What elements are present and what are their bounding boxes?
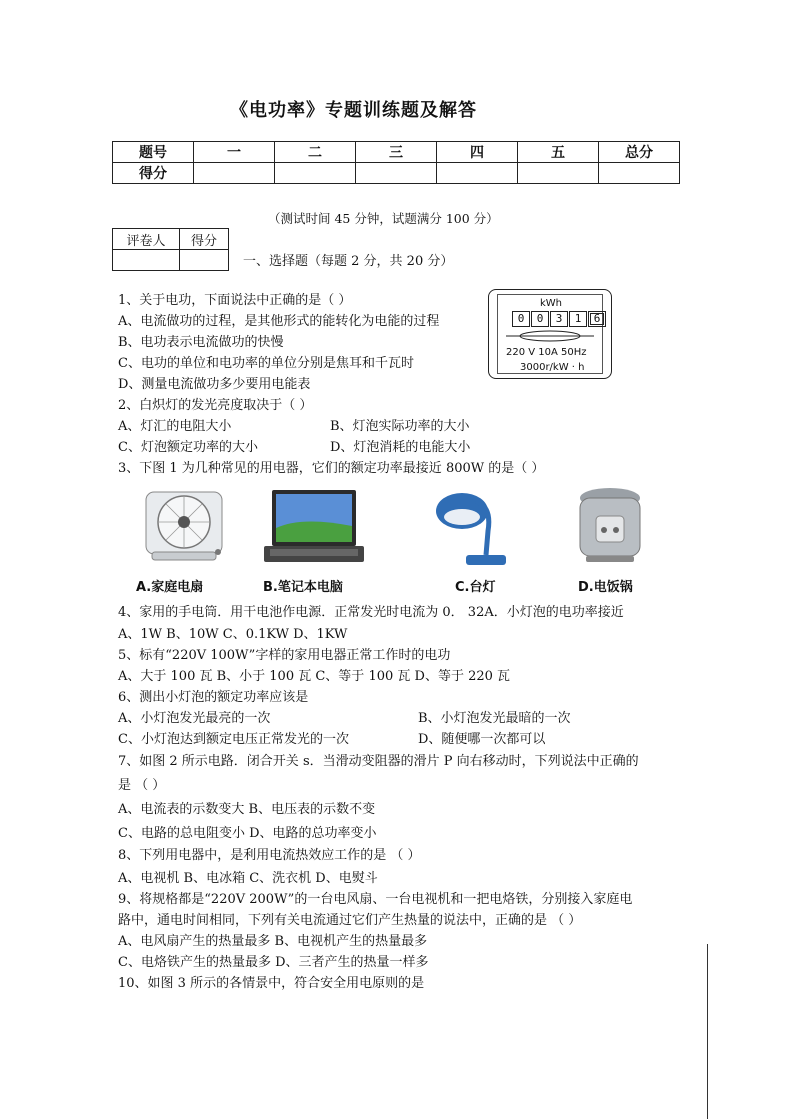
option-text: A、电流做功的过程，是其他形式的能转化为电能的过程 — [118, 314, 440, 329]
meter-digit: 1 — [569, 311, 587, 327]
score-header-cell: 三 — [356, 142, 437, 163]
section-heading: 一、选择题（每题 2 分，共 20 分） — [243, 254, 454, 269]
meter-rate: 3000r/kW · h — [520, 362, 585, 373]
option-text: C、电功的单位和电功率的单位分别是焦耳和千瓦时 — [118, 356, 414, 371]
meter-digit: 0 — [531, 311, 549, 327]
page-title: 《电功率》专题训练题及解答 — [230, 100, 477, 121]
score-header-cell: 二 — [275, 142, 356, 163]
meter-digit: 3 — [550, 311, 568, 327]
score-table-header-row — [113, 142, 680, 163]
score-cell — [518, 163, 599, 184]
fan-image — [138, 488, 230, 564]
option-text: C、灯泡额定功率的大小 — [118, 440, 258, 455]
meter-disc-icon — [506, 329, 594, 343]
question-text: 5、标有“220V 100W”字样的家用电器正常工作时的电功 — [118, 648, 451, 663]
score-cell — [275, 163, 356, 184]
option-text: A、1W B、10W C、0.1KW D、1KW — [118, 627, 348, 642]
option-text: A、小灯泡发光最亮的一次 — [118, 711, 271, 726]
option-text: B、灯泡实际功率的大小 — [330, 419, 470, 434]
score-row-label: 得分 — [113, 163, 194, 184]
margin-rule — [707, 944, 708, 1119]
score-cell — [437, 163, 518, 184]
meter-panel — [497, 294, 603, 374]
question-text: 1、关于电功，下面说法中正确的是（ ） — [118, 293, 352, 308]
meter-digit: 6 — [588, 311, 606, 327]
question-text: 4、家用的手电筒．用干电池作电源．正常发光时电流为 0． 32A．小灯泡的电功率接近 — [118, 605, 624, 620]
meter-specs: 220 V 10A 50Hz — [506, 347, 587, 358]
grader-cell — [180, 250, 229, 271]
meter-digits — [512, 311, 607, 327]
test-info: （测试时间 45 分钟，试题满分 100 分） — [268, 211, 499, 226]
question-text: 是 （ ） — [118, 778, 166, 793]
option-text: D、灯泡消耗的电能大小 — [330, 440, 471, 455]
desk-lamp-image — [432, 483, 512, 573]
caption-laptop: B.笔记本电脑 — [263, 580, 343, 595]
meter-digit: 0 — [512, 311, 530, 327]
question-text: 路中，通电时间相同，下列有关电流通过它们产生热量的说法中，正确的是 （ ） — [118, 913, 582, 928]
grader-table — [112, 228, 229, 271]
option-text: B、电功表示电流做功的快慢 — [118, 335, 284, 350]
option-text: A、电视机 B、电冰箱 C、洗衣机 D、电熨斗 — [118, 871, 378, 886]
option-text: C、电烙铁产生的热量最多 D、三者产生的热量一样多 — [118, 955, 429, 970]
score-header-cell: 总分 — [599, 142, 680, 163]
meter-unit: kWh — [540, 298, 563, 309]
question-text: 7、如图 2 所示电路．闭合开关 s．当滑动变阻器的滑片 P 向右移动时，下列说法中正确的 — [118, 754, 639, 769]
option-text: A、电风扇产生的热量最多 B、电视机产生的热量最多 — [118, 934, 428, 949]
option-text: A、灯汇的电阻大小 — [118, 419, 232, 434]
option-text: C、电路的总电阻变小 D、电路的总功率变小 — [118, 826, 377, 841]
option-text: A、电流表的示数变大 B、电压表的示数不变 — [118, 802, 376, 817]
grader-cell — [113, 250, 180, 271]
caption-fan: A.家庭电扇 — [136, 580, 204, 595]
option-text: C、小灯泡达到额定电压正常发光的一次 — [118, 732, 349, 747]
score-header-cell: 四 — [437, 142, 518, 163]
question-text: 8、下列用电器中，是利用电流热效应工作的是 （ ） — [118, 848, 421, 863]
score-header-cell: 五 — [518, 142, 599, 163]
option-text: A、大于 100 瓦 B、小于 100 瓦 C、等于 100 瓦 D、等于 220 瓦 — [118, 669, 511, 684]
grader-label: 评卷人 — [113, 229, 180, 250]
score-table — [112, 141, 680, 184]
question-text: 6、测出小灯泡的额定功率应该是 — [118, 690, 309, 705]
score-header-cell: 题号 — [113, 142, 194, 163]
question-text: 2、白炽灯的发光亮度取决于（ ） — [118, 398, 313, 413]
caption-lamp: C.台灯 — [455, 580, 496, 595]
option-text: D、测量电流做功多少要用电能表 — [118, 377, 311, 392]
electricity-meter-figure — [488, 289, 612, 379]
question-text: 10、如图 3 所示的各情景中，符合安全用电原则的是 — [118, 976, 425, 991]
score-cell — [356, 163, 437, 184]
laptop-image — [262, 488, 366, 568]
question-text: 9、将规格都是“220V 200W”的一台电风扇、一台电视机和一把电烙铁，分别接入家庭电 — [118, 892, 633, 907]
option-text: D、随便哪一次都可以 — [418, 732, 546, 747]
score-header-cell: 一 — [194, 142, 275, 163]
rice-cooker-image — [574, 486, 648, 568]
score-cell — [599, 163, 680, 184]
score-table-score-row — [113, 163, 680, 184]
score-cell — [194, 163, 275, 184]
question-text: 3、下图 1 为几种常见的用电器，它们的额定功率最接近 800W 的是（ ） — [118, 461, 545, 476]
grader-score-label: 得分 — [180, 229, 229, 250]
caption-rice-cooker: D.电饭锅 — [578, 580, 633, 595]
option-text: B、小灯泡发光最暗的一次 — [418, 711, 571, 726]
